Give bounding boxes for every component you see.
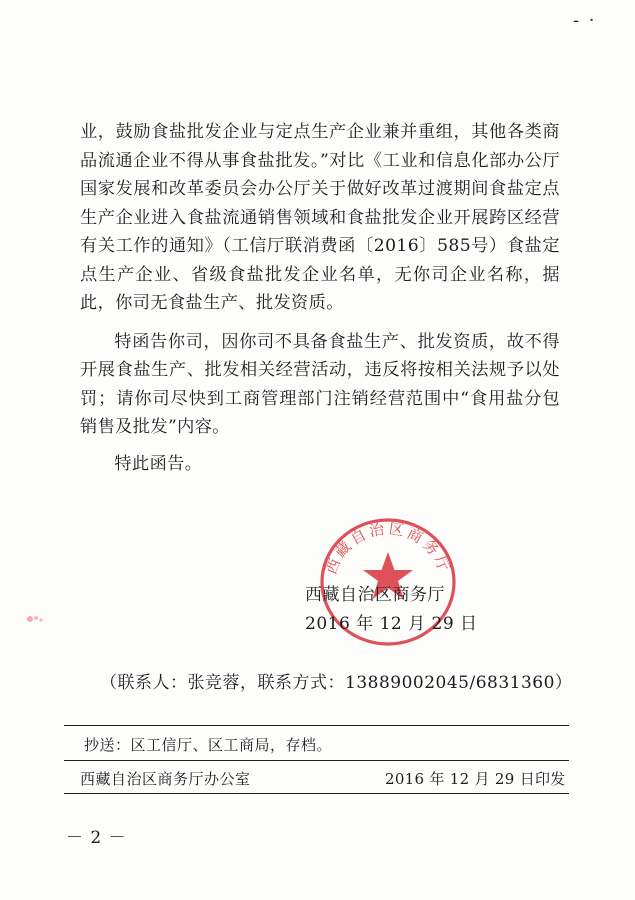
seal-text: 西藏自治区商务厅: [321, 519, 455, 577]
footer-rule-middle: [64, 760, 569, 761]
cc-line: 抄送：区工信厅、区工商局，存档。: [84, 736, 333, 754]
footer-print-date: 2016 年 12 月 29 日印发: [385, 770, 566, 788]
footer-rule-bottom: [64, 793, 569, 794]
paragraph-notice: 特函告你司，因你司不具备食盐生产、批发资质，故不得开展食盐生产、批发相关经营活动，违反将按相关法规予以处罚；请你司尽快到工商管理部门注销经营范围中“食用盐分包销售及批发”内容。: [80, 331, 560, 437]
contact-line: （联系人：张竞蓉，联系方式：13889002045/6831360）: [100, 673, 573, 693]
paragraph-continuation: 业，鼓励食盐批发企业与定点生产企业兼并重组，其他各类商品流通企业不得从事食盐批发。”对比《工业和信息化部办公厅 国家发展和改革委员会办公厅关于做好改革过渡期间食盐定点生产企业进入食盐流通销售领域和食盐批发企业开展跨区经营有关工作的通知》（工信厅联消费函〔2016〕585号）食盐定点生产企业、省级食盐批发企业名单，无你司企业名称，据此，你司无食盐生产、批发资质。: [80, 122, 560, 313]
red-ink-smudge: [24, 613, 46, 625]
page-number: － 2 －: [66, 828, 127, 848]
footer-issuer: 西藏自治区商务厅办公室: [80, 770, 251, 788]
sign-date: 2016 年 12 月 29 日: [305, 614, 478, 634]
letter-body: [80, 118, 560, 478]
footer-rule-top: [64, 725, 569, 726]
paragraph-closing: 特此函告。: [114, 453, 203, 474]
top-corner-mark: - ·: [573, 10, 597, 31]
signer-name: 西藏自治区商务厅: [305, 585, 445, 605]
